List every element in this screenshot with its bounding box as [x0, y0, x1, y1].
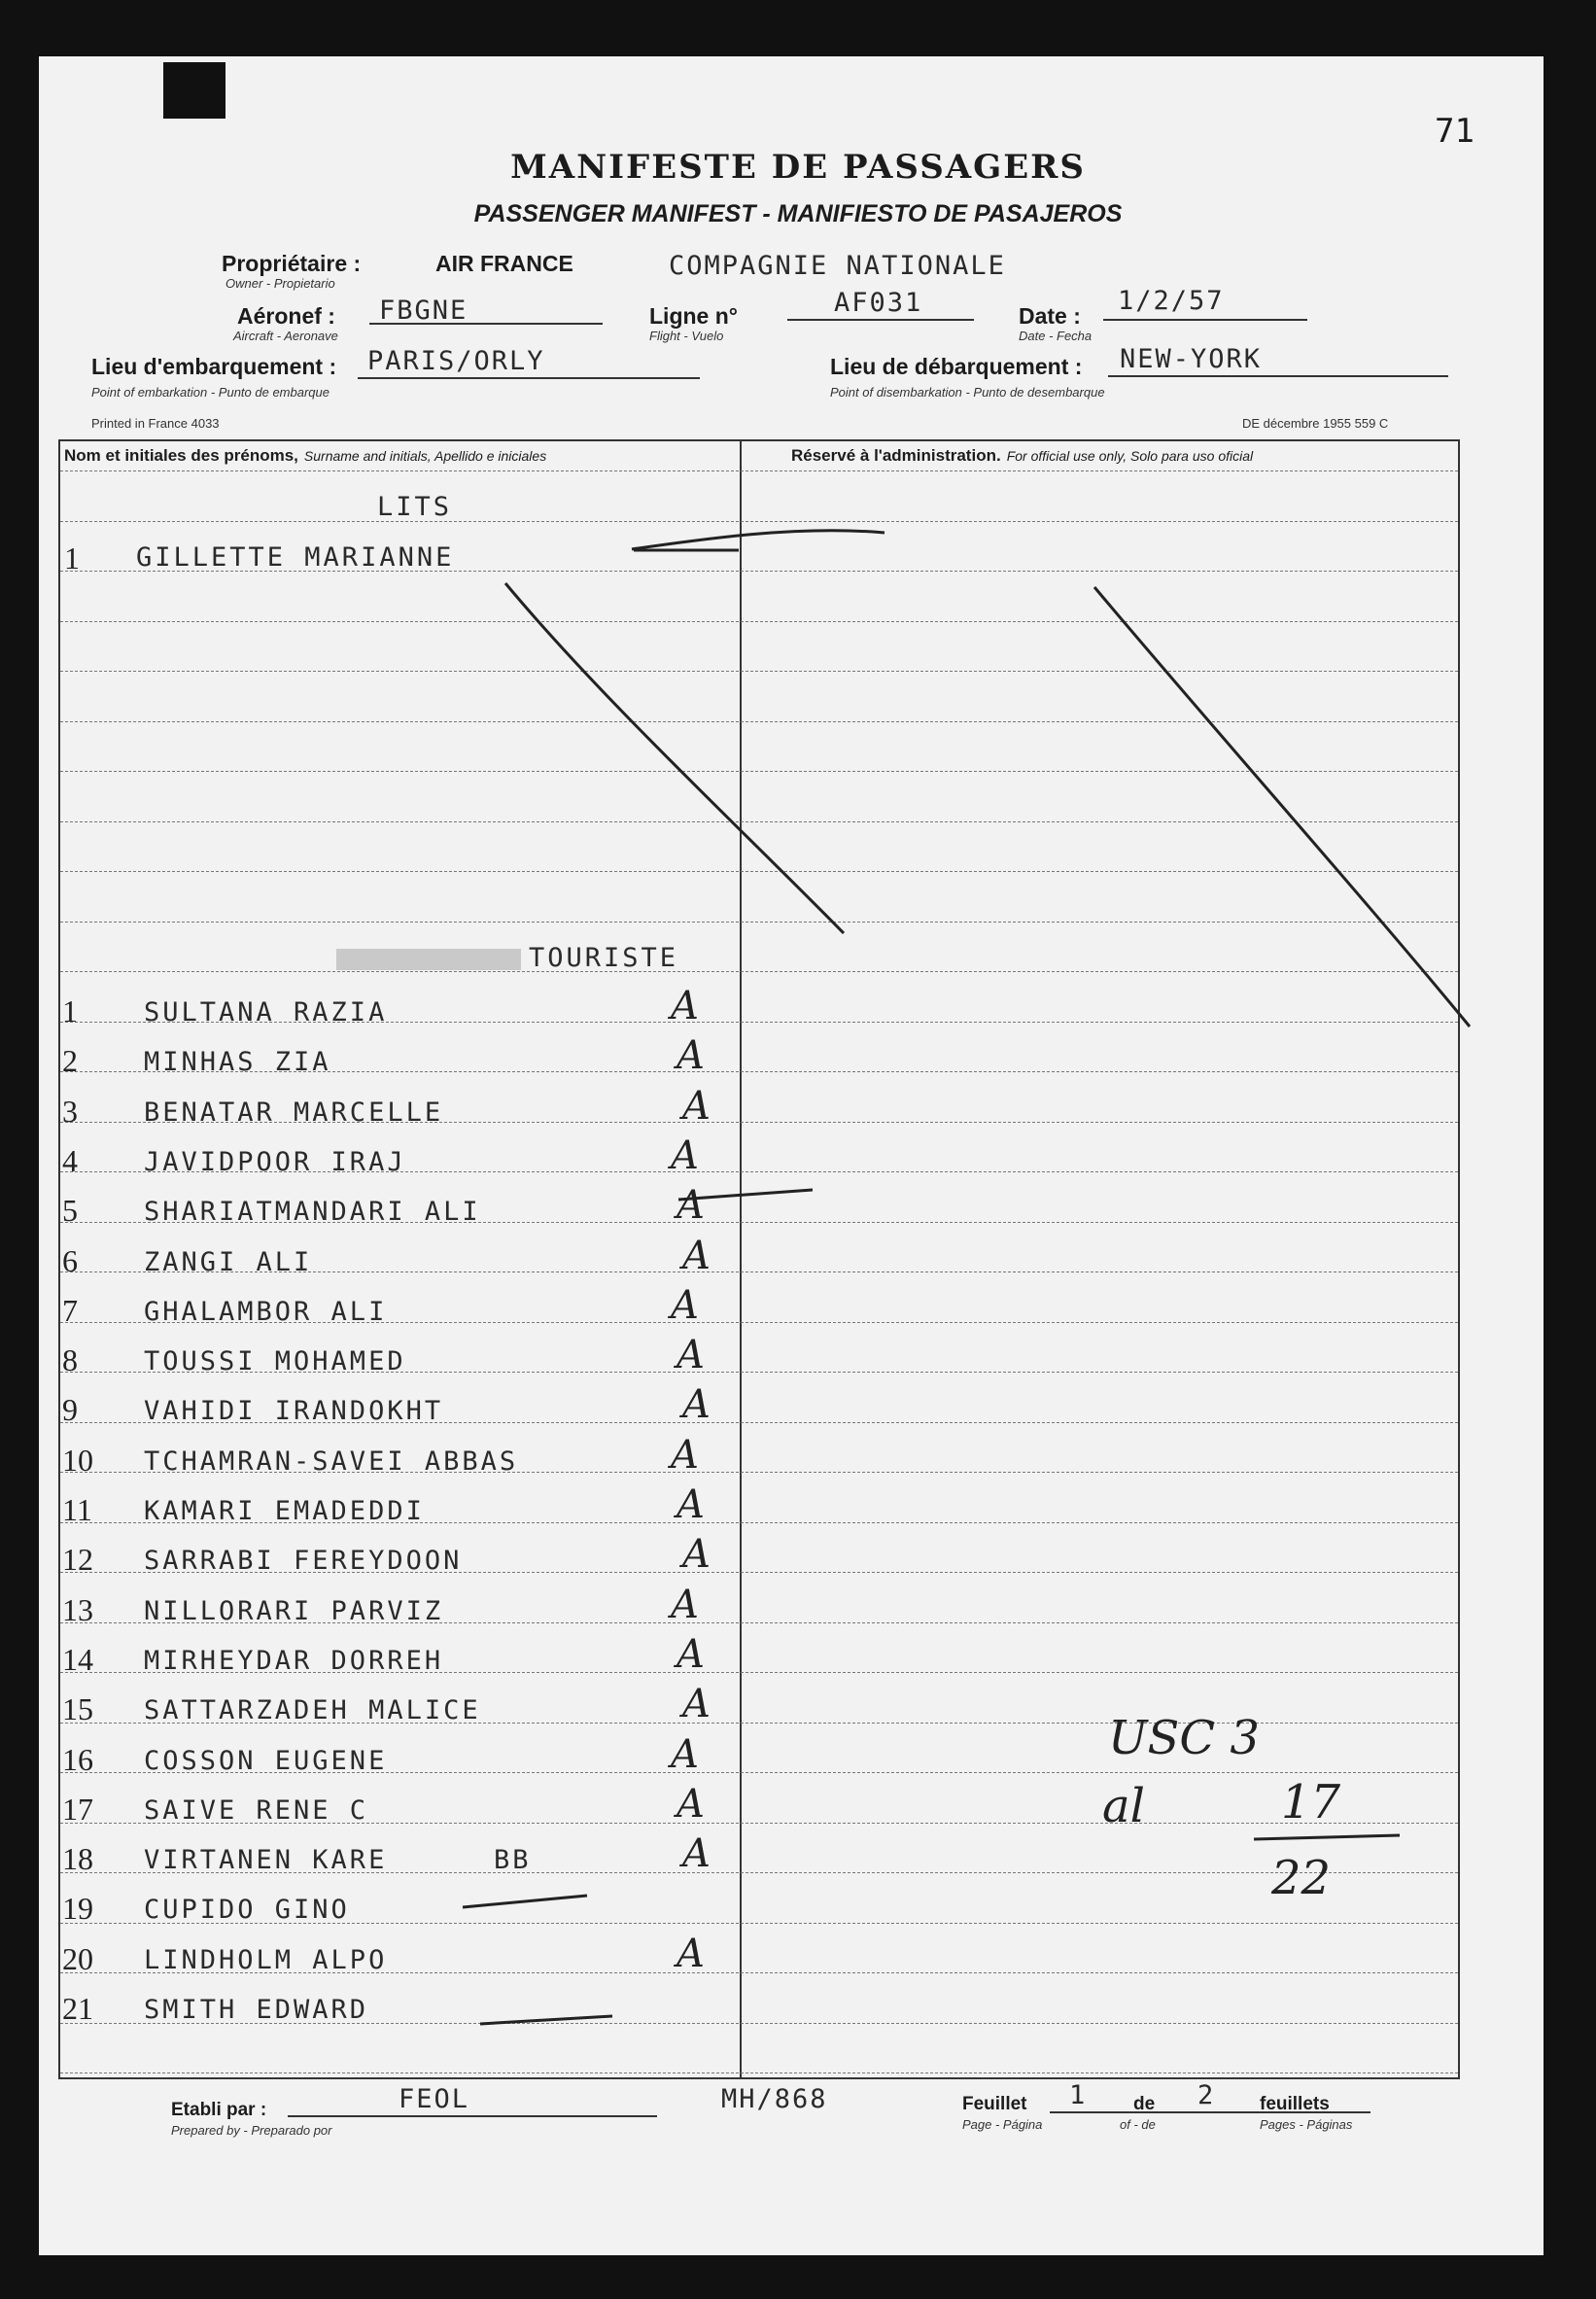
owner-sublabel: Owner - Propietario	[226, 276, 335, 291]
passenger-number: 7	[62, 1292, 78, 1328]
tick-mark: A	[677, 1333, 705, 1378]
official-note-1: USC 3	[1108, 1711, 1260, 1765]
lits-passenger-name: GILLETTE MARIANNE	[136, 542, 455, 573]
total-sublabel: Pages - Páginas	[1260, 2117, 1353, 2132]
tick-mark: A	[671, 1731, 699, 1777]
page-number: 71	[1435, 112, 1475, 151]
prepared-value: FEOL	[399, 2084, 470, 2114]
tick-mark: A	[682, 1682, 711, 1727]
official-note-2b: 17	[1281, 1775, 1341, 1829]
row5-strike	[678, 1190, 813, 1200]
passenger-number: 18	[62, 1841, 93, 1877]
sheet-sublabel: Page - Página	[962, 2117, 1043, 2132]
left-header-text: Nom et initiales des prénoms,	[64, 446, 298, 465]
passenger-name: MIRHEYDAR DORREH	[144, 1645, 444, 1676]
aircraft-label: Aéronef :	[237, 303, 335, 329]
lits-strike-top	[632, 531, 885, 549]
passenger-name: SULTANA RAZIA	[144, 997, 388, 1028]
passenger-name: LINDHOLM ALPO	[144, 1944, 388, 1975]
passenger-name: MINHAS ZIA	[144, 1047, 331, 1078]
passenger-number: 11	[62, 1492, 92, 1527]
passenger-number: 2	[62, 1043, 78, 1079]
tick-mark: A	[682, 1083, 711, 1129]
left-diagonal-strike	[505, 583, 844, 933]
passenger-name: SAIVE RENE C	[144, 1794, 369, 1826]
tick-mark: A	[677, 1781, 705, 1827]
fraction-bar	[1254, 1835, 1400, 1839]
tick-mark: A	[682, 1532, 711, 1578]
date-sublabel: Date - Fecha	[1019, 329, 1093, 343]
flight-sublabel: Flight - Vuelo	[649, 329, 724, 343]
prepared-sublabel: Prepared by - Preparado por	[171, 2123, 332, 2138]
row21-strike	[480, 2016, 612, 2024]
passenger-number: 21	[62, 1991, 93, 2026]
passenger-name: ZANGI ALI	[144, 1246, 313, 1277]
tick-mark: A	[677, 1931, 705, 1976]
passenger-number: 5	[62, 1193, 78, 1229]
owner-label: Propriétaire :	[222, 251, 362, 276]
passenger-name: VIRTANEN KARE	[144, 1845, 388, 1876]
passenger-name: GHALAMBOR ALI	[144, 1296, 388, 1327]
embarkation-label: Lieu d'embarquement :	[91, 354, 337, 379]
passenger-number: 10	[62, 1442, 93, 1478]
passenger-number: 19	[62, 1891, 93, 1927]
passenger-number: 15	[62, 1691, 93, 1727]
tick-mark: A	[671, 1432, 699, 1478]
prepared-label: Etabli par :	[171, 2100, 267, 2120]
total-value: 2	[1197, 2080, 1216, 2110]
total-label: feuillets	[1260, 2094, 1330, 2114]
reference-code: MH/868	[721, 2084, 828, 2114]
passenger-number: 6	[62, 1242, 78, 1278]
passenger-name: CUPIDO GINO	[144, 1895, 350, 1926]
tick-mark: A	[677, 1033, 705, 1079]
passenger-name: SMITH EDWARD	[144, 1995, 369, 2025]
tick-mark: A	[682, 1233, 711, 1278]
owner-printed: AIR FRANCE	[435, 251, 573, 276]
passenger-number: 8	[62, 1342, 78, 1378]
tick-mark: A	[677, 1631, 705, 1677]
aircraft-value: FBGNE	[379, 296, 468, 326]
printed-in: Printed in France 4033	[91, 416, 220, 431]
passenger-number: 13	[62, 1591, 93, 1627]
embarkation-sublabel: Point of embarkation - Punto de embarque	[91, 385, 330, 400]
passenger-number: 17	[62, 1791, 93, 1827]
flight-value: AF031	[834, 288, 923, 318]
date-label: Date :	[1019, 303, 1081, 329]
tick-mark: A	[671, 984, 699, 1028]
lits-row-number: 1	[64, 540, 80, 575]
owner-value: COMPAGNIE NATIONALE	[669, 251, 1006, 281]
passenger-name: NILLORARI PARVIZ	[144, 1595, 444, 1626]
tick-mark: A	[671, 1582, 699, 1627]
passenger-number: 1	[62, 993, 78, 1028]
lits-label: LITS	[377, 492, 453, 522]
aircraft-sublabel: Aircraft - Aeronave	[233, 329, 338, 343]
passenger-number: 4	[62, 1142, 78, 1178]
tick-mark: A	[682, 1382, 711, 1428]
of-sublabel: of - de	[1120, 2117, 1156, 2132]
passenger-name: COSSON EUGENE	[144, 1745, 388, 1776]
passenger-name: TOUSSI MOHAMED	[144, 1346, 406, 1377]
form-code: DE décembre 1955 559 C	[1242, 416, 1389, 431]
tick-mark: A	[671, 1282, 699, 1328]
disembarkation-value: NEW-YORK	[1120, 344, 1263, 374]
flight-label: Ligne n°	[649, 303, 738, 329]
official-note-3: 22	[1271, 1851, 1332, 1905]
passenger-name: JAVIDPOOR IRAJ	[144, 1146, 406, 1177]
row19-strike	[463, 1896, 587, 1907]
tick-mark: A	[677, 1482, 705, 1527]
passenger-name: SHARIATMANDARI ALI	[144, 1197, 481, 1228]
right-header-text: Réservé à l'administration.	[791, 446, 1001, 465]
passenger-name: SATTARZADEH MALICE	[144, 1695, 481, 1726]
passenger-name: VAHIDI IRANDOKHT	[144, 1396, 444, 1427]
sheet-label: Feuillet	[962, 2094, 1027, 2114]
passenger-number: 20	[62, 1940, 93, 1976]
passenger-number: 16	[62, 1741, 93, 1777]
official-note-2a: al	[1102, 1779, 1145, 1833]
tick-mark: A	[677, 1183, 705, 1229]
passenger-number: 12	[62, 1542, 93, 1578]
of-label: de	[1133, 2094, 1156, 2114]
passenger-extra: BB	[494, 1845, 532, 1876]
passenger-number: 14	[62, 1641, 93, 1677]
passenger-number: 9	[62, 1392, 78, 1428]
tick-mark: A	[671, 1132, 699, 1178]
date-value: 1/2/57	[1118, 286, 1225, 316]
disembarkation-sublabel: Point of disembarkation - Punto de desembarque	[830, 385, 1105, 400]
passenger-name: BENATAR MARCELLE	[144, 1097, 444, 1128]
passenger-name: SARRABI FEREYDOON	[144, 1546, 463, 1577]
disembarkation-label: Lieu de débarquement :	[830, 354, 1083, 379]
embarkation-value: PARIS/ORLY	[367, 346, 545, 376]
tick-mark: A	[682, 1831, 711, 1877]
sheet-value: 1	[1069, 2080, 1088, 2110]
left-header-italic: Surname and initials, Apellido e iniciales	[303, 448, 547, 464]
right-diagonal-strike	[1094, 587, 1470, 1027]
right-header-italic: For official use only, Solo para uso oficial	[1006, 448, 1254, 464]
passenger-name: KAMARI EMADEDDI	[144, 1496, 425, 1526]
passenger-name: TCHAMRAN-SAVEI ABBAS	[144, 1446, 519, 1477]
passenger-number: 3	[62, 1093, 78, 1129]
touriste-label: TOURISTE	[529, 943, 679, 973]
manifest-subtitle: PASSENGER MANIFEST - MANIFIESTO DE PASAJEROS	[473, 200, 1123, 227]
manifest-title: MANIFESTE DE PASSAGERS	[510, 148, 1086, 187]
